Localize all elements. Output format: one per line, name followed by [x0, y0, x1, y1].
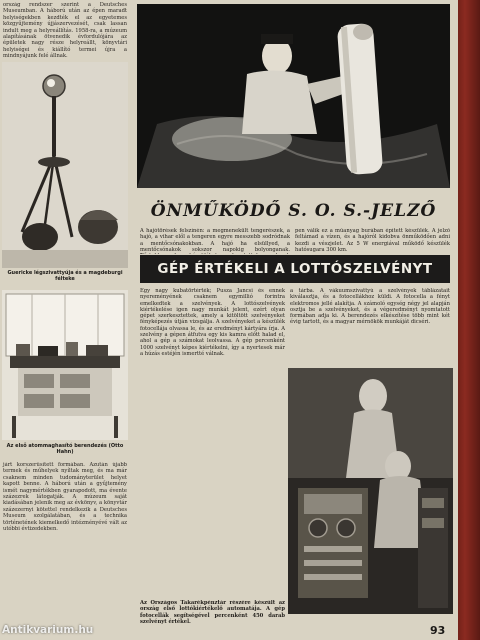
lotto-caption-bottom — [140, 600, 285, 624]
sos-paragraph-2: pen válik ez a műanyag burában épített készülék. A jelző feltámad a vízen, és a hajóról kidobva önműködően adni kezdi a vészjelet. Az 5 W energiával működő készülék hatósugara 300 km. — [295, 228, 450, 253]
hahn-table-illustration — [2, 290, 128, 440]
left-top-paragraph: ország rendszer szerint a Deutsches Museumban. A háború után az épen maradt helyiségekben kezdték el az egyetemes közgyűjtemény újjászervezését, csak lassan indult meg a helyreállítás. 1958-ra, a múzeum alapításának ötvenedik évfordulójára az épületek nagy része helyreállt, könyvtári helyiségei és kiállító termei újra a mindnyájunk felé állnak. — [3, 2, 127, 60]
left-bottom-text — [0, 462, 130, 622]
hahn-apparatus-photo — [2, 290, 128, 440]
lotto-machine-photo — [288, 368, 453, 614]
lotto-paragraph-1: Egy nagy kubatörtérték; Pusza Jancsi és ennek nyereményének csaknem egymillió forintra emelkedtek a szelvények. A lottószelvények kiértékelése igen nagy munkát jelent, ezért olyan gépet szerkesztettek, amely a kitöltött szelvényeket fényképezés útján vizsgálja. A szelvényeket a készülék fotocellája olvassa le, és az eredményt kártyára írja. A szelvény a gépen átfutva egy kis kamra előtt halad el, ahol a gép a számokat leolvassa. A gép percenként 1000 szelvényt képes kiértékelni, így a nyertesek már a húzás estéjén ismertté válnak. — [140, 288, 285, 357]
left-bottom-paragraph: járt korszerűsített formában. Azután újabb termek és műhelyek nyíltak meg, és ma már csaknem minden tudományterület helyet kapott benne. A háború után a gyűjtemény ismét nagymértékben gyarapodott, ma évente százezrek látogatják. A múzeum saját kiadásában jelenik meg az évkönyv, a könyvtár százezernyi kötettel rendelkezik a Deutsches Museum szolgálatában, és a technika történetének kiemelkedő intézményévé vált az utóbbi évtizedekben. — [3, 462, 127, 533]
sos-headline: ÖNMŰKÖDŐ S. O. S.-JELZŐ — [150, 201, 437, 221]
sos-buoy-photo — [137, 4, 450, 188]
lotto-paragraph-2: a tárba. A vákuumszivattyú a szelvények táblázatait kiválasztja, és a fotocellákhoz küldi. A fotocella a fényt elektromos jellé alakítja. A számoló egység négy jel alapján osztja be a szelvényeket, és a végeredményt nyomtatott formában adja ki. A berendezés elkészítése több mint két évig tartott, és a magyar mérnökök munkáját dicséri. — [290, 288, 450, 326]
guericke-pump-illustration — [2, 62, 128, 268]
lotto-caption-paragraph: Az Országos Takarékpénztár részére készült az ország első lottókiértékelő automatája. A gép fotocellák segítségével percenként 450 darab szelvényt értékel. — [140, 600, 285, 624]
sailor-with-buoy-illustration — [137, 4, 450, 188]
sos-text-col2 — [295, 228, 450, 254]
lotto-text-col2 — [290, 288, 450, 366]
sos-text-col1 — [140, 228, 290, 254]
lotto-headline: GÉP ÉRTÉKELI A LOTTÓSZELVÉNYT — [140, 255, 450, 283]
left-column — [0, 0, 130, 640]
left-top-text — [0, 2, 130, 60]
page-number: 93 — [430, 624, 446, 637]
lotto-text-col1 — [140, 288, 285, 618]
sos-paragraph-1: A hajótörések felszínén: a megmenekült tengerészek, a hajó, a vihar elől a tengeren egyre messzebb sodródnak a mentőcsónakokban. A hajó ha elsüllyed, a mentőcsónakok sokszor napokig bolyonganak. — [140, 228, 290, 253]
book-spine — [455, 0, 480, 640]
guericke-caption: Guericke légszivattyúja és a magdeburgi félteke — [7, 270, 123, 282]
engineers-with-machine-illustration — [288, 368, 453, 614]
watermark-text: Antikvarium.hu — [2, 624, 94, 636]
hahn-caption: Az első atommaghasító berendezés (Otto Hahn) — [6, 443, 124, 455]
guericke-photo — [2, 62, 128, 268]
